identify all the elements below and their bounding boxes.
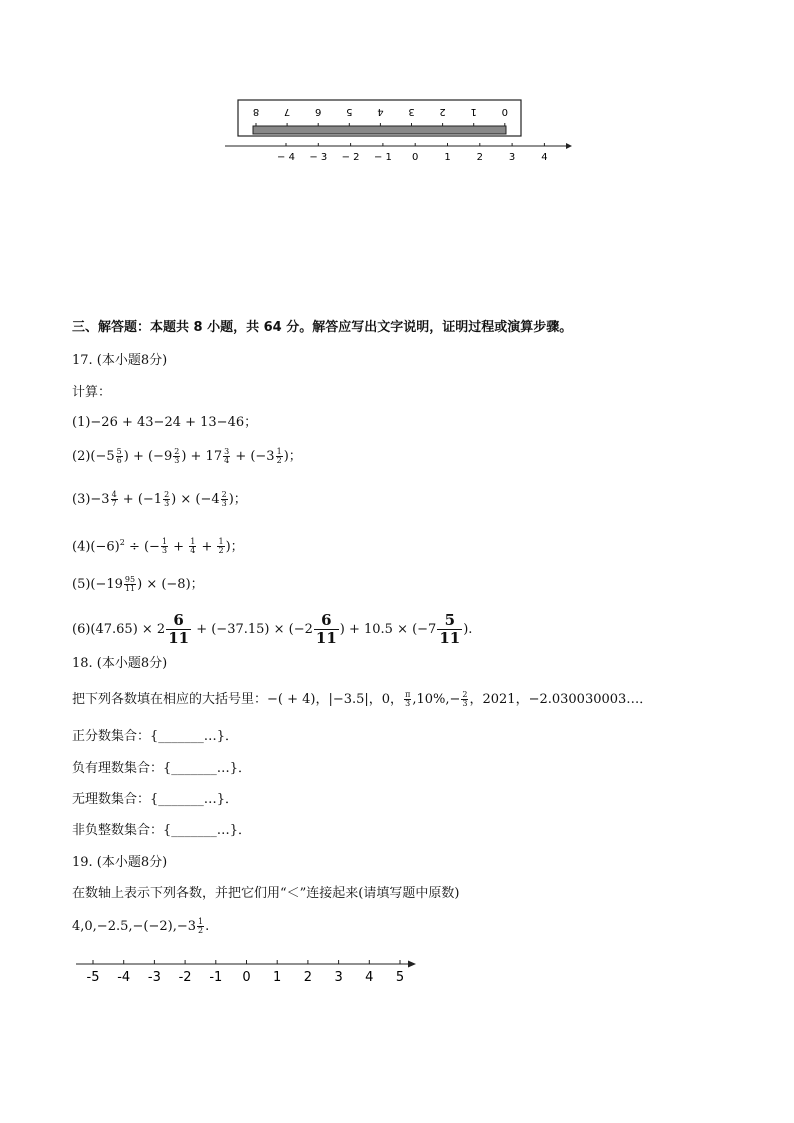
ruler-tick-label: 8 <box>252 106 260 117</box>
axis-tick-label: 1 <box>444 152 451 163</box>
q18-set-irrationals: 无理数集合：{_______…}． <box>72 792 239 807</box>
q19-axis-tick-label: -1 <box>209 970 223 985</box>
ruler-tick-label: 1 <box>470 106 477 117</box>
q19-axis-tick-label: -5 <box>86 970 100 985</box>
ruler-tick-label: 2 <box>439 106 446 117</box>
axis-arrow <box>566 143 572 149</box>
ruler-tick-label: 3 <box>408 106 415 117</box>
q19-axis-tick-label: 0 <box>242 970 251 985</box>
q18-set-negative-rationals: 负有理数集合：{_______…}． <box>72 761 252 776</box>
q17-intro: 计算： <box>72 385 112 400</box>
ruler-bar <box>253 126 506 134</box>
axis-tick-label: 3 <box>508 152 516 163</box>
q17-part6: (6)(47.65) × 2 $\frac{6}{11}$ + (−37.15) × (−2 $\frac{6}{11}$ ) + 10.5 × (−7 $\frac{5}{11}$ ). <box>72 611 473 647</box>
q19-axis-tick-label: 1 <box>273 970 282 985</box>
q19-axis-tick-label: -4 <box>117 970 131 985</box>
q18-header: 18. (本小题8分) <box>72 656 168 671</box>
q19-numbers: 4,0,−2.5,−(−2),−3 $\frac{1}{2}$ . <box>72 917 210 935</box>
q19-axis-tick-label: -3 <box>147 970 161 985</box>
q19-intro: 在数轴上表示下列各数，并把它们用“＜”连接起来(请填写题中原数) <box>72 886 460 901</box>
axis-tick-label: 0 <box>412 152 419 163</box>
q19-axis-tick-label: -2 <box>178 970 192 985</box>
q19-header: 19. (本小题8分) <box>72 855 168 870</box>
q19-axis-tick-label: 2 <box>303 970 313 985</box>
q19-axis-arrow <box>408 961 416 968</box>
q18-set-nonnegative-integers: 非负整数集合：{_______…}． <box>72 823 252 838</box>
q19-number-line <box>70 952 430 992</box>
q18-set-positive-fractions: 正分数集合：{_______…}． <box>72 729 239 744</box>
axis-tick-label: − 1 <box>373 152 392 163</box>
q17-part3: (3)−3 $\frac{4}{7}$ + (−1 $\frac{2}{3}$ ) × (−4 $\frac{2}{3}$ )； <box>72 490 247 508</box>
axis-tick-label: − 2 <box>341 152 360 163</box>
q19-axis-tick-label: 4 <box>365 970 374 985</box>
q19-axis-tick-label: 5 <box>395 970 405 985</box>
q17-part4: $(4)(-6)^2$ ÷ (− $\frac{1}{3}$ + $\frac{1}{4}$ + $\frac{1}{2}$ )； <box>72 537 244 556</box>
section3-title: 三、解答题：本题共 8 小题，共 64 分。解答应写出文字说明，证明过程或演算步骤。 <box>72 320 573 335</box>
ruler-tick-label: 6 <box>315 106 322 117</box>
q17-header: 17. (本小题8分) <box>72 353 168 368</box>
ruler-tick-label: 7 <box>283 106 291 117</box>
q17-part5: (5)(−19 $\frac{95}{11}$ ) × (−8)； <box>72 575 204 593</box>
ruler-tick-label: 0 <box>501 106 508 117</box>
q17-part1: (1)−26 + 43−24 + 13−46； <box>72 415 258 430</box>
ruler-tick-label: 5 <box>346 106 353 117</box>
q19-axis-tick-label: 3 <box>334 970 343 985</box>
axis-tick-label: 2 <box>476 152 483 163</box>
axis-tick-label: 4 <box>541 152 548 163</box>
axis-tick-label: − 3 <box>309 152 328 163</box>
axis-tick-label: − 4 <box>277 152 295 163</box>
ruler-tick-label: 4 <box>377 106 384 117</box>
q18-intro: 把下列各数填在相应的大括号里：−( + 4)，|−3.5|，0， $\frac{\pi}{3}$ ,10%,− $\frac{2}{3}$ ，2021，−2.030030003…． <box>72 690 653 708</box>
ruler-number-line-figure <box>220 95 580 175</box>
q17-part2: (2)(−5 $\frac{5}{6}$ ) + (−9 $\frac{2}{3}$ ) + 17 $\frac{3}{4}$ + (−3 $\frac{1}{2}$ )； <box>72 447 302 465</box>
